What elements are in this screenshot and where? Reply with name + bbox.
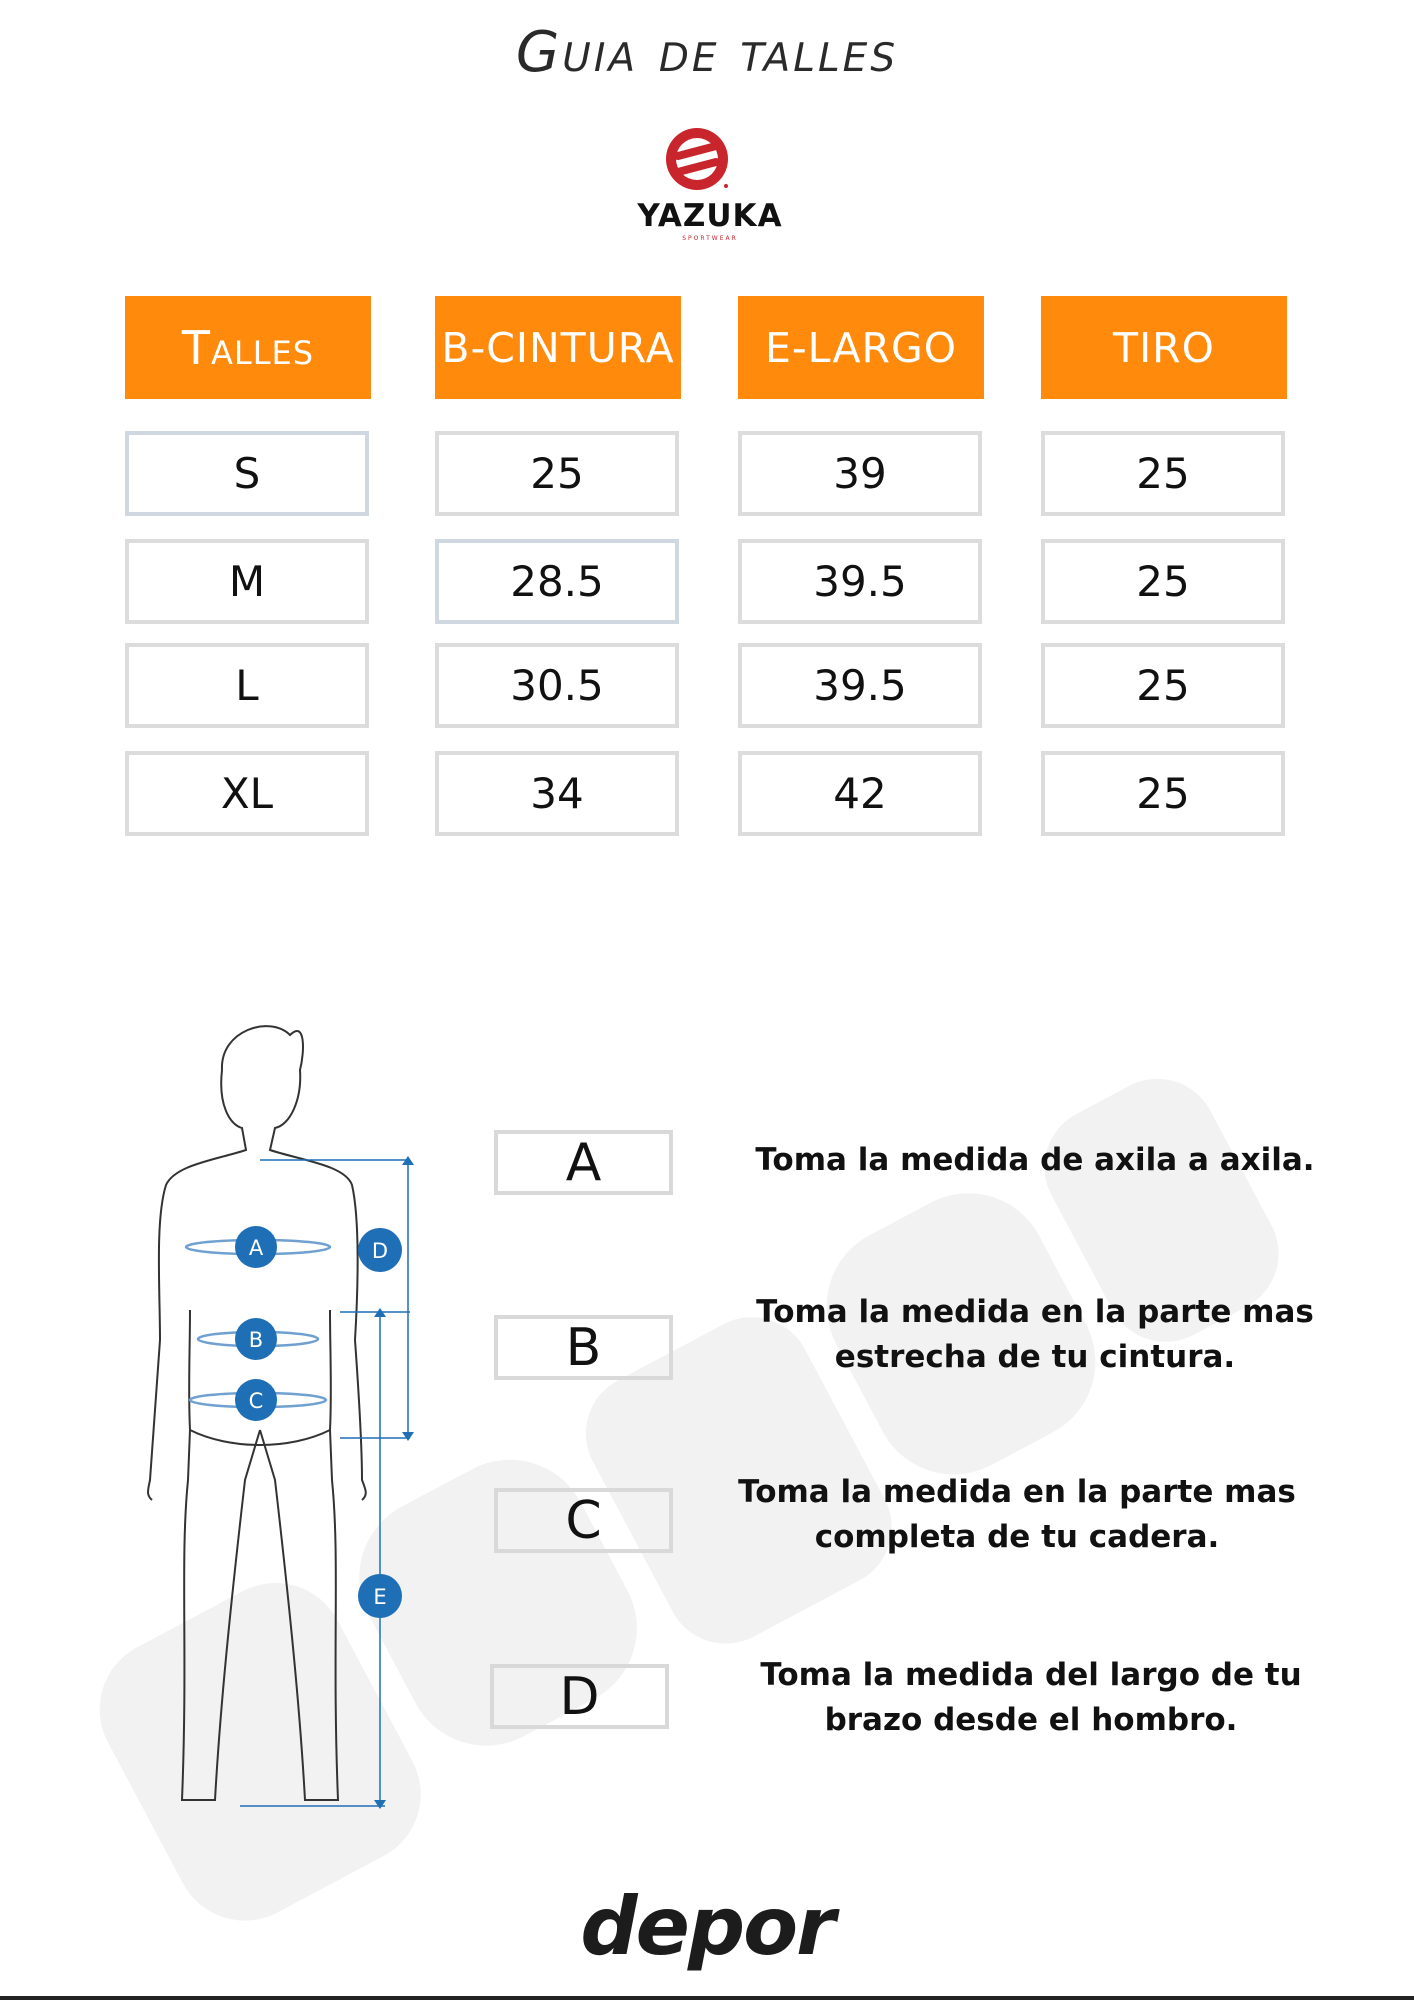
- marker-b-icon: [235, 1318, 277, 1360]
- marker-a-icon: [235, 1226, 277, 1268]
- yazuka-logo-text: YAZUKA: [637, 198, 783, 234]
- cell-l-cintura: 30.5: [435, 643, 679, 728]
- marker-a-label: A: [248, 1236, 264, 1260]
- header-tiro: TIRO: [1041, 296, 1287, 399]
- cell-size-s: S: [125, 431, 369, 516]
- yazuka-logo: [620, 122, 800, 252]
- marker-e-label: E: [373, 1585, 387, 1609]
- cell-l-tiro: 25: [1041, 643, 1285, 728]
- measurement-desc-d-line1: Toma la medida del largo de tu: [760, 1657, 1302, 1693]
- measurement-desc-d: [731, 1653, 1331, 1743]
- footer-divider: [0, 1996, 1414, 2000]
- cell-xl-largo: 42: [738, 751, 982, 836]
- cell-l-largo: 39.5: [738, 643, 982, 728]
- marker-d-label: D: [371, 1239, 389, 1263]
- measurement-desc-c-line2: completa de tu cadera.: [814, 1519, 1220, 1555]
- measurement-desc-b: [735, 1290, 1335, 1380]
- page-title: Guia de talles: [515, 20, 899, 85]
- cell-size-m: M: [125, 539, 369, 624]
- measurement-box-b: B: [494, 1315, 673, 1380]
- cell-xl-cintura: 34: [435, 751, 679, 836]
- cell-s-cintura: 25: [435, 431, 679, 516]
- measurement-box-a: A: [494, 1130, 673, 1195]
- measurement-desc-d-line2: brazo desde el hombro.: [824, 1702, 1238, 1738]
- cell-xl-tiro: 25: [1041, 751, 1285, 836]
- measurement-box-d: D: [490, 1664, 669, 1729]
- measurement-desc-a-line1: Toma la medida de axila a axila.: [755, 1142, 1315, 1178]
- measurement-desc-c: [717, 1470, 1317, 1560]
- cell-s-tiro: 25: [1041, 431, 1285, 516]
- measurement-desc-a: [735, 1138, 1335, 1183]
- cell-m-largo: 39.5: [738, 539, 982, 624]
- measurement-desc-c-line1: Toma la medida en la parte mas: [738, 1474, 1296, 1510]
- measurement-desc-b-line1: Toma la medida en la parte mas: [756, 1294, 1314, 1330]
- header-b-cintura: B-CINTURA: [435, 296, 681, 399]
- cell-m-cintura: 28.5: [435, 539, 679, 624]
- yazuka-emblem-icon: [620, 122, 800, 202]
- marker-d-icon: [358, 1228, 402, 1272]
- body-measurement-figure: [130, 1010, 450, 1830]
- cell-size-xl: XL: [125, 751, 369, 836]
- cell-s-largo: 39: [738, 431, 982, 516]
- measurement-box-c: C: [494, 1488, 673, 1553]
- yazuka-logo-subtext: SPORTWEAR: [682, 235, 738, 242]
- cell-m-tiro: 25: [1041, 539, 1285, 624]
- cell-size-l: L: [125, 643, 369, 728]
- header-talles: Talles: [125, 296, 371, 399]
- marker-c-icon: [235, 1379, 277, 1421]
- marker-e-icon: [358, 1574, 402, 1618]
- marker-b-label: B: [248, 1328, 264, 1352]
- header-e-largo: E-LARGO: [738, 296, 984, 399]
- measurement-desc-b-line2: estrecha de tu cintura.: [834, 1339, 1236, 1375]
- marker-c-label: C: [248, 1389, 264, 1413]
- depor-footer-logo: depor: [580, 1880, 834, 1973]
